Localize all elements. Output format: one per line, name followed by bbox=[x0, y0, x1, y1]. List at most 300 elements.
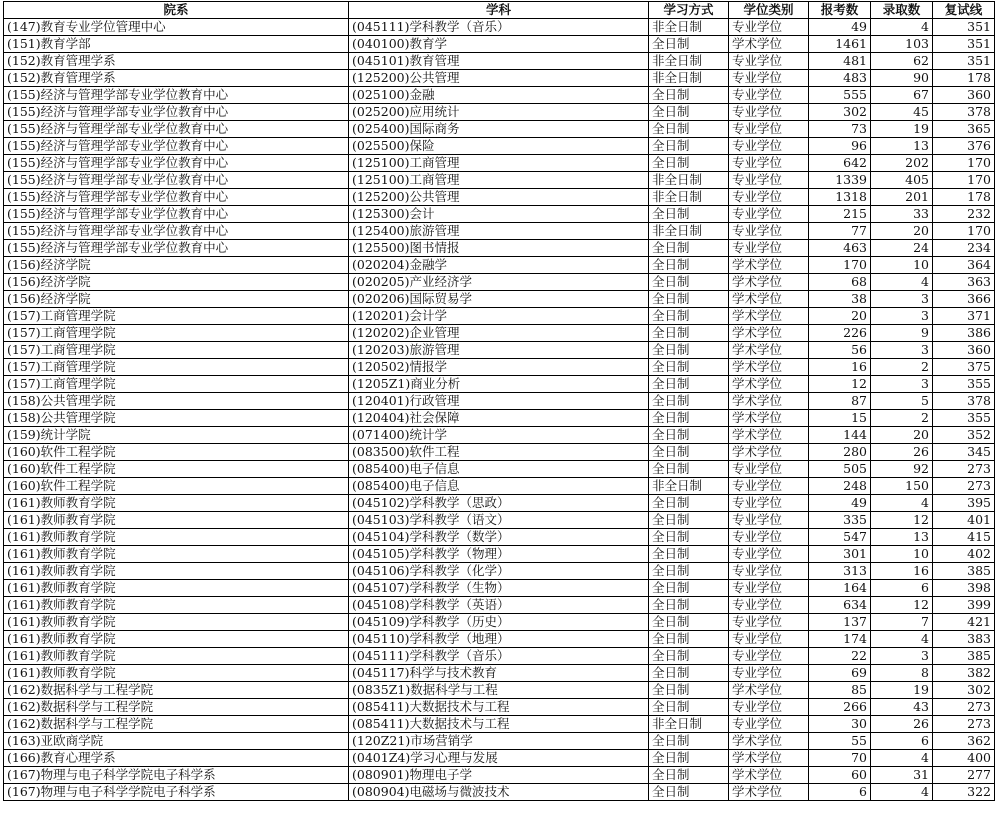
degree-type-cell[interactable]: 专业学位 bbox=[729, 478, 809, 495]
discipline-cell[interactable]: (045104)学科教学（数学） bbox=[349, 529, 649, 546]
study-mode-cell[interactable]: 全日制 bbox=[649, 699, 729, 716]
degree-type-cell[interactable]: 学术学位 bbox=[729, 393, 809, 410]
department-cell[interactable]: (157)工商管理学院 bbox=[4, 342, 349, 359]
discipline-cell[interactable]: (045109)学科教学（历史） bbox=[349, 614, 649, 631]
department-cell[interactable]: (155)经济与管理学部专业学位教育中心 bbox=[4, 138, 349, 155]
degree-type-cell[interactable]: 专业学位 bbox=[729, 104, 809, 121]
discipline-cell[interactable]: (120401)行政管理 bbox=[349, 393, 649, 410]
degree-type-cell[interactable]: 专业学位 bbox=[729, 70, 809, 87]
admitted-cell[interactable]: 150 bbox=[871, 478, 933, 495]
applicants-cell[interactable]: 16 bbox=[809, 359, 871, 376]
discipline-cell[interactable]: (085400)电子信息 bbox=[349, 478, 649, 495]
discipline-cell[interactable]: (025400)国际商务 bbox=[349, 121, 649, 138]
applicants-cell[interactable]: 49 bbox=[809, 19, 871, 36]
discipline-cell[interactable]: (085400)电子信息 bbox=[349, 461, 649, 478]
retest-line-cell[interactable]: 273 bbox=[933, 478, 995, 495]
applicants-cell[interactable]: 137 bbox=[809, 614, 871, 631]
admitted-cell[interactable]: 67 bbox=[871, 87, 933, 104]
department-cell[interactable]: (152)教育管理学系 bbox=[4, 53, 349, 70]
study-mode-cell[interactable]: 全日制 bbox=[649, 750, 729, 767]
study-mode-cell[interactable]: 非全日制 bbox=[649, 172, 729, 189]
degree-type-cell[interactable]: 学术学位 bbox=[729, 682, 809, 699]
study-mode-cell[interactable]: 非全日制 bbox=[649, 716, 729, 733]
degree-type-cell[interactable]: 学术学位 bbox=[729, 733, 809, 750]
retest-line-cell[interactable]: 415 bbox=[933, 529, 995, 546]
discipline-cell[interactable]: (125200)公共管理 bbox=[349, 70, 649, 87]
study-mode-cell[interactable]: 全日制 bbox=[649, 427, 729, 444]
applicants-cell[interactable]: 15 bbox=[809, 410, 871, 427]
study-mode-cell[interactable]: 全日制 bbox=[649, 342, 729, 359]
study-mode-cell[interactable]: 全日制 bbox=[649, 444, 729, 461]
admitted-cell[interactable]: 20 bbox=[871, 427, 933, 444]
study-mode-cell[interactable]: 全日制 bbox=[649, 87, 729, 104]
discipline-cell[interactable]: (045101)教育管理 bbox=[349, 53, 649, 70]
retest-line-cell[interactable]: 400 bbox=[933, 750, 995, 767]
retest-line-cell[interactable]: 365 bbox=[933, 121, 995, 138]
applicants-cell[interactable]: 266 bbox=[809, 699, 871, 716]
discipline-cell[interactable]: (020204)金融学 bbox=[349, 257, 649, 274]
discipline-cell[interactable]: (045111)学科教学（音乐） bbox=[349, 19, 649, 36]
discipline-cell[interactable]: (045102)学科教学（思政） bbox=[349, 495, 649, 512]
retest-line-cell[interactable]: 351 bbox=[933, 19, 995, 36]
admitted-cell[interactable]: 7 bbox=[871, 614, 933, 631]
applicants-cell[interactable]: 68 bbox=[809, 274, 871, 291]
department-cell[interactable]: (161)教师教育学院 bbox=[4, 631, 349, 648]
admitted-cell[interactable]: 19 bbox=[871, 121, 933, 138]
retest-line-cell[interactable]: 170 bbox=[933, 223, 995, 240]
department-cell[interactable]: (161)教师教育学院 bbox=[4, 614, 349, 631]
department-cell[interactable]: (166)教育心理学系 bbox=[4, 750, 349, 767]
applicants-cell[interactable]: 170 bbox=[809, 257, 871, 274]
degree-type-cell[interactable]: 专业学位 bbox=[729, 546, 809, 563]
retest-line-cell[interactable]: 398 bbox=[933, 580, 995, 597]
discipline-cell[interactable]: (080901)物理电子学 bbox=[349, 767, 649, 784]
retest-line-cell[interactable]: 178 bbox=[933, 189, 995, 206]
admitted-cell[interactable]: 33 bbox=[871, 206, 933, 223]
degree-type-cell[interactable]: 学术学位 bbox=[729, 291, 809, 308]
header-study-mode[interactable]: 学习方式 bbox=[649, 2, 729, 19]
admitted-cell[interactable]: 92 bbox=[871, 461, 933, 478]
applicants-cell[interactable]: 69 bbox=[809, 665, 871, 682]
department-cell[interactable]: (161)教师教育学院 bbox=[4, 648, 349, 665]
admitted-cell[interactable]: 24 bbox=[871, 240, 933, 257]
discipline-cell[interactable]: (020206)国际贸易学 bbox=[349, 291, 649, 308]
department-cell[interactable]: (157)工商管理学院 bbox=[4, 359, 349, 376]
study-mode-cell[interactable]: 全日制 bbox=[649, 495, 729, 512]
retest-line-cell[interactable]: 178 bbox=[933, 70, 995, 87]
study-mode-cell[interactable]: 非全日制 bbox=[649, 19, 729, 36]
retest-line-cell[interactable]: 170 bbox=[933, 155, 995, 172]
discipline-cell[interactable]: (083500)软件工程 bbox=[349, 444, 649, 461]
department-cell[interactable]: (155)经济与管理学部专业学位教育中心 bbox=[4, 87, 349, 104]
discipline-cell[interactable]: (045117)科学与技术教育 bbox=[349, 665, 649, 682]
department-cell[interactable]: (155)经济与管理学部专业学位教育中心 bbox=[4, 104, 349, 121]
degree-type-cell[interactable]: 学术学位 bbox=[729, 376, 809, 393]
department-cell[interactable]: (155)经济与管理学部专业学位教育中心 bbox=[4, 155, 349, 172]
retest-line-cell[interactable]: 382 bbox=[933, 665, 995, 682]
applicants-cell[interactable]: 87 bbox=[809, 393, 871, 410]
retest-line-cell[interactable]: 399 bbox=[933, 597, 995, 614]
retest-line-cell[interactable]: 395 bbox=[933, 495, 995, 512]
retest-line-cell[interactable]: 352 bbox=[933, 427, 995, 444]
retest-line-cell[interactable]: 232 bbox=[933, 206, 995, 223]
discipline-cell[interactable]: (045105)学科教学（物理） bbox=[349, 546, 649, 563]
admitted-cell[interactable]: 3 bbox=[871, 308, 933, 325]
degree-type-cell[interactable]: 专业学位 bbox=[729, 563, 809, 580]
admitted-cell[interactable]: 201 bbox=[871, 189, 933, 206]
degree-type-cell[interactable]: 学术学位 bbox=[729, 342, 809, 359]
admitted-cell[interactable]: 62 bbox=[871, 53, 933, 70]
applicants-cell[interactable]: 70 bbox=[809, 750, 871, 767]
degree-type-cell[interactable]: 学术学位 bbox=[729, 308, 809, 325]
department-cell[interactable]: (161)教师教育学院 bbox=[4, 597, 349, 614]
department-cell[interactable]: (161)教师教育学院 bbox=[4, 580, 349, 597]
discipline-cell[interactable]: (040100)教育学 bbox=[349, 36, 649, 53]
degree-type-cell[interactable]: 专业学位 bbox=[729, 665, 809, 682]
applicants-cell[interactable]: 634 bbox=[809, 597, 871, 614]
applicants-cell[interactable]: 20 bbox=[809, 308, 871, 325]
discipline-cell[interactable]: (120Z21)市场营销学 bbox=[349, 733, 649, 750]
department-cell[interactable]: (152)教育管理学系 bbox=[4, 70, 349, 87]
admitted-cell[interactable]: 2 bbox=[871, 359, 933, 376]
retest-line-cell[interactable]: 386 bbox=[933, 325, 995, 342]
discipline-cell[interactable]: (125100)工商管理 bbox=[349, 172, 649, 189]
study-mode-cell[interactable]: 全日制 bbox=[649, 580, 729, 597]
admitted-cell[interactable]: 3 bbox=[871, 291, 933, 308]
study-mode-cell[interactable]: 全日制 bbox=[649, 546, 729, 563]
admitted-cell[interactable]: 26 bbox=[871, 716, 933, 733]
header-degree-type[interactable]: 学位类别 bbox=[729, 2, 809, 19]
degree-type-cell[interactable]: 专业学位 bbox=[729, 172, 809, 189]
admitted-cell[interactable]: 4 bbox=[871, 750, 933, 767]
admitted-cell[interactable]: 12 bbox=[871, 512, 933, 529]
department-cell[interactable]: (161)教师教育学院 bbox=[4, 529, 349, 546]
applicants-cell[interactable]: 226 bbox=[809, 325, 871, 342]
degree-type-cell[interactable]: 专业学位 bbox=[729, 631, 809, 648]
applicants-cell[interactable]: 481 bbox=[809, 53, 871, 70]
admitted-cell[interactable]: 31 bbox=[871, 767, 933, 784]
admitted-cell[interactable]: 3 bbox=[871, 376, 933, 393]
degree-type-cell[interactable]: 专业学位 bbox=[729, 19, 809, 36]
discipline-cell[interactable]: (045107)学科教学（生物） bbox=[349, 580, 649, 597]
degree-type-cell[interactable]: 学术学位 bbox=[729, 444, 809, 461]
study-mode-cell[interactable]: 全日制 bbox=[649, 393, 729, 410]
applicants-cell[interactable]: 12 bbox=[809, 376, 871, 393]
header-department[interactable]: 院系 bbox=[4, 2, 349, 19]
study-mode-cell[interactable]: 全日制 bbox=[649, 733, 729, 750]
applicants-cell[interactable]: 642 bbox=[809, 155, 871, 172]
department-cell[interactable]: (155)经济与管理学部专业学位教育中心 bbox=[4, 240, 349, 257]
admitted-cell[interactable]: 8 bbox=[871, 665, 933, 682]
retest-line-cell[interactable]: 351 bbox=[933, 53, 995, 70]
discipline-cell[interactable]: (045108)学科教学（英语） bbox=[349, 597, 649, 614]
degree-type-cell[interactable]: 专业学位 bbox=[729, 529, 809, 546]
discipline-cell[interactable]: (025200)应用统计 bbox=[349, 104, 649, 121]
degree-type-cell[interactable]: 专业学位 bbox=[729, 461, 809, 478]
admitted-cell[interactable]: 13 bbox=[871, 138, 933, 155]
applicants-cell[interactable]: 215 bbox=[809, 206, 871, 223]
admitted-cell[interactable]: 16 bbox=[871, 563, 933, 580]
study-mode-cell[interactable]: 全日制 bbox=[649, 512, 729, 529]
study-mode-cell[interactable]: 非全日制 bbox=[649, 70, 729, 87]
study-mode-cell[interactable]: 全日制 bbox=[649, 257, 729, 274]
retest-line-cell[interactable]: 364 bbox=[933, 257, 995, 274]
applicants-cell[interactable]: 1318 bbox=[809, 189, 871, 206]
admitted-cell[interactable]: 4 bbox=[871, 19, 933, 36]
retest-line-cell[interactable]: 402 bbox=[933, 546, 995, 563]
department-cell[interactable]: (161)教师教育学院 bbox=[4, 563, 349, 580]
admitted-cell[interactable]: 20 bbox=[871, 223, 933, 240]
study-mode-cell[interactable]: 全日制 bbox=[649, 784, 729, 801]
study-mode-cell[interactable]: 全日制 bbox=[649, 138, 729, 155]
study-mode-cell[interactable]: 全日制 bbox=[649, 206, 729, 223]
degree-type-cell[interactable]: 专业学位 bbox=[729, 648, 809, 665]
degree-type-cell[interactable]: 专业学位 bbox=[729, 223, 809, 240]
study-mode-cell[interactable]: 全日制 bbox=[649, 614, 729, 631]
study-mode-cell[interactable]: 全日制 bbox=[649, 461, 729, 478]
department-cell[interactable]: (157)工商管理学院 bbox=[4, 376, 349, 393]
department-cell[interactable]: (155)经济与管理学部专业学位教育中心 bbox=[4, 223, 349, 240]
admitted-cell[interactable]: 6 bbox=[871, 733, 933, 750]
study-mode-cell[interactable]: 非全日制 bbox=[649, 189, 729, 206]
retest-line-cell[interactable]: 383 bbox=[933, 631, 995, 648]
study-mode-cell[interactable]: 全日制 bbox=[649, 597, 729, 614]
degree-type-cell[interactable]: 专业学位 bbox=[729, 155, 809, 172]
degree-type-cell[interactable]: 学术学位 bbox=[729, 359, 809, 376]
department-cell[interactable]: (157)工商管理学院 bbox=[4, 308, 349, 325]
department-cell[interactable]: (155)经济与管理学部专业学位教育中心 bbox=[4, 189, 349, 206]
discipline-cell[interactable]: (120202)企业管理 bbox=[349, 325, 649, 342]
applicants-cell[interactable]: 313 bbox=[809, 563, 871, 580]
degree-type-cell[interactable]: 专业学位 bbox=[729, 206, 809, 223]
study-mode-cell[interactable]: 全日制 bbox=[649, 291, 729, 308]
degree-type-cell[interactable]: 专业学位 bbox=[729, 121, 809, 138]
admitted-cell[interactable]: 9 bbox=[871, 325, 933, 342]
retest-line-cell[interactable]: 234 bbox=[933, 240, 995, 257]
applicants-cell[interactable]: 56 bbox=[809, 342, 871, 359]
retest-line-cell[interactable]: 302 bbox=[933, 682, 995, 699]
admitted-cell[interactable]: 13 bbox=[871, 529, 933, 546]
department-cell[interactable]: (156)经济学院 bbox=[4, 291, 349, 308]
discipline-cell[interactable]: (125400)旅游管理 bbox=[349, 223, 649, 240]
applicants-cell[interactable]: 55 bbox=[809, 733, 871, 750]
department-cell[interactable]: (158)公共管理学院 bbox=[4, 410, 349, 427]
degree-type-cell[interactable]: 学术学位 bbox=[729, 767, 809, 784]
department-cell[interactable]: (167)物理与电子科学学院电子科学系 bbox=[4, 767, 349, 784]
department-cell[interactable]: (161)教师教育学院 bbox=[4, 495, 349, 512]
applicants-cell[interactable]: 463 bbox=[809, 240, 871, 257]
study-mode-cell[interactable]: 非全日制 bbox=[649, 478, 729, 495]
applicants-cell[interactable]: 1461 bbox=[809, 36, 871, 53]
degree-type-cell[interactable]: 学术学位 bbox=[729, 410, 809, 427]
degree-type-cell[interactable]: 专业学位 bbox=[729, 240, 809, 257]
applicants-cell[interactable]: 248 bbox=[809, 478, 871, 495]
retest-line-cell[interactable]: 371 bbox=[933, 308, 995, 325]
applicants-cell[interactable]: 144 bbox=[809, 427, 871, 444]
applicants-cell[interactable]: 302 bbox=[809, 104, 871, 121]
study-mode-cell[interactable]: 全日制 bbox=[649, 631, 729, 648]
admitted-cell[interactable]: 90 bbox=[871, 70, 933, 87]
retest-line-cell[interactable]: 351 bbox=[933, 36, 995, 53]
applicants-cell[interactable]: 73 bbox=[809, 121, 871, 138]
discipline-cell[interactable]: (125500)图书情报 bbox=[349, 240, 649, 257]
retest-line-cell[interactable]: 385 bbox=[933, 648, 995, 665]
retest-line-cell[interactable]: 273 bbox=[933, 461, 995, 478]
study-mode-cell[interactable]: 全日制 bbox=[649, 155, 729, 172]
admitted-cell[interactable]: 5 bbox=[871, 393, 933, 410]
admitted-cell[interactable]: 4 bbox=[871, 784, 933, 801]
department-cell[interactable]: (161)教师教育学院 bbox=[4, 665, 349, 682]
department-cell[interactable]: (147)教育专业学位管理中心 bbox=[4, 19, 349, 36]
retest-line-cell[interactable]: 355 bbox=[933, 410, 995, 427]
department-cell[interactable]: (151)教育学部 bbox=[4, 36, 349, 53]
admitted-cell[interactable]: 10 bbox=[871, 257, 933, 274]
department-cell[interactable]: (160)软件工程学院 bbox=[4, 444, 349, 461]
study-mode-cell[interactable]: 全日制 bbox=[649, 529, 729, 546]
department-cell[interactable]: (158)公共管理学院 bbox=[4, 393, 349, 410]
applicants-cell[interactable]: 77 bbox=[809, 223, 871, 240]
study-mode-cell[interactable]: 全日制 bbox=[649, 648, 729, 665]
retest-line-cell[interactable]: 385 bbox=[933, 563, 995, 580]
admitted-cell[interactable]: 4 bbox=[871, 495, 933, 512]
department-cell[interactable]: (155)经济与管理学部专业学位教育中心 bbox=[4, 121, 349, 138]
discipline-cell[interactable]: (025500)保险 bbox=[349, 138, 649, 155]
discipline-cell[interactable]: (020205)产业经济学 bbox=[349, 274, 649, 291]
applicants-cell[interactable]: 280 bbox=[809, 444, 871, 461]
discipline-cell[interactable]: (120201)会计学 bbox=[349, 308, 649, 325]
degree-type-cell[interactable]: 专业学位 bbox=[729, 189, 809, 206]
department-cell[interactable]: (155)经济与管理学部专业学位教育中心 bbox=[4, 172, 349, 189]
applicants-cell[interactable]: 49 bbox=[809, 495, 871, 512]
degree-type-cell[interactable]: 学术学位 bbox=[729, 750, 809, 767]
study-mode-cell[interactable]: 全日制 bbox=[649, 563, 729, 580]
discipline-cell[interactable]: (045106)学科教学（化学） bbox=[349, 563, 649, 580]
degree-type-cell[interactable]: 专业学位 bbox=[729, 138, 809, 155]
degree-type-cell[interactable]: 学术学位 bbox=[729, 427, 809, 444]
discipline-cell[interactable]: (045110)学科教学（地理） bbox=[349, 631, 649, 648]
degree-type-cell[interactable]: 专业学位 bbox=[729, 699, 809, 716]
department-cell[interactable]: (157)工商管理学院 bbox=[4, 325, 349, 342]
discipline-cell[interactable]: (025100)金融 bbox=[349, 87, 649, 104]
applicants-cell[interactable]: 60 bbox=[809, 767, 871, 784]
admitted-cell[interactable]: 10 bbox=[871, 546, 933, 563]
retest-line-cell[interactable]: 273 bbox=[933, 716, 995, 733]
applicants-cell[interactable]: 6 bbox=[809, 784, 871, 801]
admitted-cell[interactable]: 12 bbox=[871, 597, 933, 614]
discipline-cell[interactable]: (1205Z1)商业分析 bbox=[349, 376, 649, 393]
department-cell[interactable]: (163)亚欧商学院 bbox=[4, 733, 349, 750]
retest-line-cell[interactable]: 322 bbox=[933, 784, 995, 801]
discipline-cell[interactable]: (045103)学科教学（语文） bbox=[349, 512, 649, 529]
discipline-cell[interactable]: (120502)情报学 bbox=[349, 359, 649, 376]
study-mode-cell[interactable]: 非全日制 bbox=[649, 53, 729, 70]
applicants-cell[interactable]: 164 bbox=[809, 580, 871, 597]
header-retest-line[interactable]: 复试线 bbox=[933, 2, 995, 19]
department-cell[interactable]: (162)数据科学与工程学院 bbox=[4, 682, 349, 699]
retest-line-cell[interactable]: 376 bbox=[933, 138, 995, 155]
study-mode-cell[interactable]: 非全日制 bbox=[649, 223, 729, 240]
department-cell[interactable]: (160)软件工程学院 bbox=[4, 461, 349, 478]
admitted-cell[interactable]: 3 bbox=[871, 648, 933, 665]
admitted-cell[interactable]: 202 bbox=[871, 155, 933, 172]
discipline-cell[interactable]: (125200)公共管理 bbox=[349, 189, 649, 206]
admitted-cell[interactable]: 19 bbox=[871, 682, 933, 699]
department-cell[interactable]: (156)经济学院 bbox=[4, 257, 349, 274]
degree-type-cell[interactable]: 专业学位 bbox=[729, 87, 809, 104]
degree-type-cell[interactable]: 学术学位 bbox=[729, 274, 809, 291]
degree-type-cell[interactable]: 专业学位 bbox=[729, 495, 809, 512]
discipline-cell[interactable]: (0835Z1)数据科学与工程 bbox=[349, 682, 649, 699]
department-cell[interactable]: (156)经济学院 bbox=[4, 274, 349, 291]
study-mode-cell[interactable]: 全日制 bbox=[649, 359, 729, 376]
header-discipline[interactable]: 学科 bbox=[349, 2, 649, 19]
applicants-cell[interactable]: 301 bbox=[809, 546, 871, 563]
discipline-cell[interactable]: (120203)旅游管理 bbox=[349, 342, 649, 359]
admitted-cell[interactable]: 3 bbox=[871, 342, 933, 359]
retest-line-cell[interactable]: 366 bbox=[933, 291, 995, 308]
department-cell[interactable]: (161)教师教育学院 bbox=[4, 512, 349, 529]
discipline-cell[interactable]: (085411)大数据技术与工程 bbox=[349, 716, 649, 733]
admitted-cell[interactable]: 45 bbox=[871, 104, 933, 121]
degree-type-cell[interactable]: 学术学位 bbox=[729, 325, 809, 342]
applicants-cell[interactable]: 1339 bbox=[809, 172, 871, 189]
study-mode-cell[interactable]: 全日制 bbox=[649, 410, 729, 427]
applicants-cell[interactable]: 174 bbox=[809, 631, 871, 648]
retest-line-cell[interactable]: 170 bbox=[933, 172, 995, 189]
discipline-cell[interactable]: (125100)工商管理 bbox=[349, 155, 649, 172]
header-admitted[interactable]: 录取数 bbox=[871, 2, 933, 19]
study-mode-cell[interactable]: 全日制 bbox=[649, 36, 729, 53]
degree-type-cell[interactable]: 专业学位 bbox=[729, 716, 809, 733]
degree-type-cell[interactable]: 专业学位 bbox=[729, 53, 809, 70]
retest-line-cell[interactable]: 273 bbox=[933, 699, 995, 716]
retest-line-cell[interactable]: 360 bbox=[933, 87, 995, 104]
retest-line-cell[interactable]: 421 bbox=[933, 614, 995, 631]
retest-line-cell[interactable]: 378 bbox=[933, 393, 995, 410]
degree-type-cell[interactable]: 学术学位 bbox=[729, 784, 809, 801]
applicants-cell[interactable]: 555 bbox=[809, 87, 871, 104]
department-cell[interactable]: (159)统计学院 bbox=[4, 427, 349, 444]
admitted-cell[interactable]: 4 bbox=[871, 631, 933, 648]
study-mode-cell[interactable]: 全日制 bbox=[649, 308, 729, 325]
degree-type-cell[interactable]: 专业学位 bbox=[729, 614, 809, 631]
retest-line-cell[interactable]: 401 bbox=[933, 512, 995, 529]
admitted-cell[interactable]: 6 bbox=[871, 580, 933, 597]
discipline-cell[interactable]: (045111)学科教学（音乐） bbox=[349, 648, 649, 665]
applicants-cell[interactable]: 483 bbox=[809, 70, 871, 87]
study-mode-cell[interactable]: 全日制 bbox=[649, 240, 729, 257]
discipline-cell[interactable]: (080904)电磁场与微波技术 bbox=[349, 784, 649, 801]
study-mode-cell[interactable]: 全日制 bbox=[649, 325, 729, 342]
header-applicants[interactable]: 报考数 bbox=[809, 2, 871, 19]
admitted-cell[interactable]: 4 bbox=[871, 274, 933, 291]
applicants-cell[interactable]: 96 bbox=[809, 138, 871, 155]
discipline-cell[interactable]: (0401Z4)学习心理与发展 bbox=[349, 750, 649, 767]
retest-line-cell[interactable]: 360 bbox=[933, 342, 995, 359]
applicants-cell[interactable]: 547 bbox=[809, 529, 871, 546]
discipline-cell[interactable]: (071400)统计学 bbox=[349, 427, 649, 444]
study-mode-cell[interactable]: 全日制 bbox=[649, 665, 729, 682]
study-mode-cell[interactable]: 全日制 bbox=[649, 274, 729, 291]
degree-type-cell[interactable]: 专业学位 bbox=[729, 580, 809, 597]
study-mode-cell[interactable]: 全日制 bbox=[649, 121, 729, 138]
discipline-cell[interactable]: (125300)会计 bbox=[349, 206, 649, 223]
study-mode-cell[interactable]: 全日制 bbox=[649, 767, 729, 784]
degree-type-cell[interactable]: 专业学位 bbox=[729, 512, 809, 529]
applicants-cell[interactable]: 22 bbox=[809, 648, 871, 665]
department-cell[interactable]: (162)数据科学与工程学院 bbox=[4, 699, 349, 716]
retest-line-cell[interactable]: 355 bbox=[933, 376, 995, 393]
